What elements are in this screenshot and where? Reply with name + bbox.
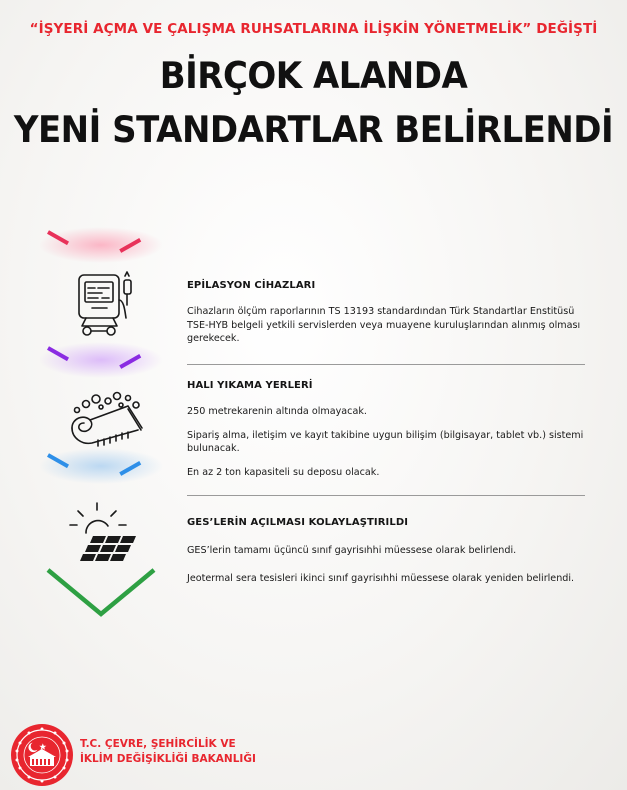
section-carpet-washing [187, 380, 587, 489]
section-heading: EPİLASYON CİHAZLARI [187, 280, 316, 291]
title-line-1: BİRÇOK ALANDA [159, 54, 468, 98]
divider [187, 495, 585, 496]
ministry-name-line-2: İKLİM DEĞİŞİKLİĞİ BAKANLIĞI [80, 753, 256, 765]
ministry-name-line-1: T.C. ÇEVRE, ŞEHİRCİLİK VE [80, 738, 236, 750]
green-check-icon [48, 570, 154, 614]
subtitle: “İŞYERİ AÇMA VE ÇALIŞMA RUHSATLARINA İLİŞKİN YÖNETMELİK” DEĞİŞTİ [29, 21, 598, 37]
section-epilation [187, 280, 587, 356]
section-heading: HALI YIKAMA YERLERİ [187, 380, 313, 391]
section-heading: GES’LERİN AÇILMASI KOLAYLAŞTIRILDI [187, 517, 409, 528]
section-solar [187, 517, 587, 595]
epilation-device-icon [79, 272, 131, 335]
carpet-washing-icon [72, 393, 142, 447]
section-paragraph: En az 2 ton kapasiteli su deposu olacak. [187, 466, 380, 478]
section-paragraph: 250 metrekarenin altında olmayacak. [187, 406, 367, 417]
section-paragraph: Sipariş alma, iletişim ve kayıt takibine uygun bilişim (bilgisayar, tablet vb.) sistemi bulunacak. [187, 429, 584, 454]
divider [187, 364, 585, 365]
section-paragraph: GES’lerin tamamı üçüncü sınıf gayrisıhhi müessese olarak belirlendi. [187, 545, 517, 556]
section-paragraph: Jeotermal sera tesisleri ikinci sınıf gayrisıhhi müessese olarak yeniden belirlendi. [187, 572, 575, 584]
section-paragraph: Cihazların ölçüm raporlarının TS 13193 standardından Türk Standartlar Enstitüsü TSE-HYB belgeli yetkili servislerden veya muayene kuruluşlarından alınmış olması gerekecek. [187, 306, 581, 344]
ministry-seal-logo [11, 724, 73, 786]
title-line-2: YENİ STANDARTLAR BELİRLENDİ [13, 108, 614, 152]
solar-panel-icon [70, 503, 136, 561]
ministry-name [80, 737, 256, 767]
